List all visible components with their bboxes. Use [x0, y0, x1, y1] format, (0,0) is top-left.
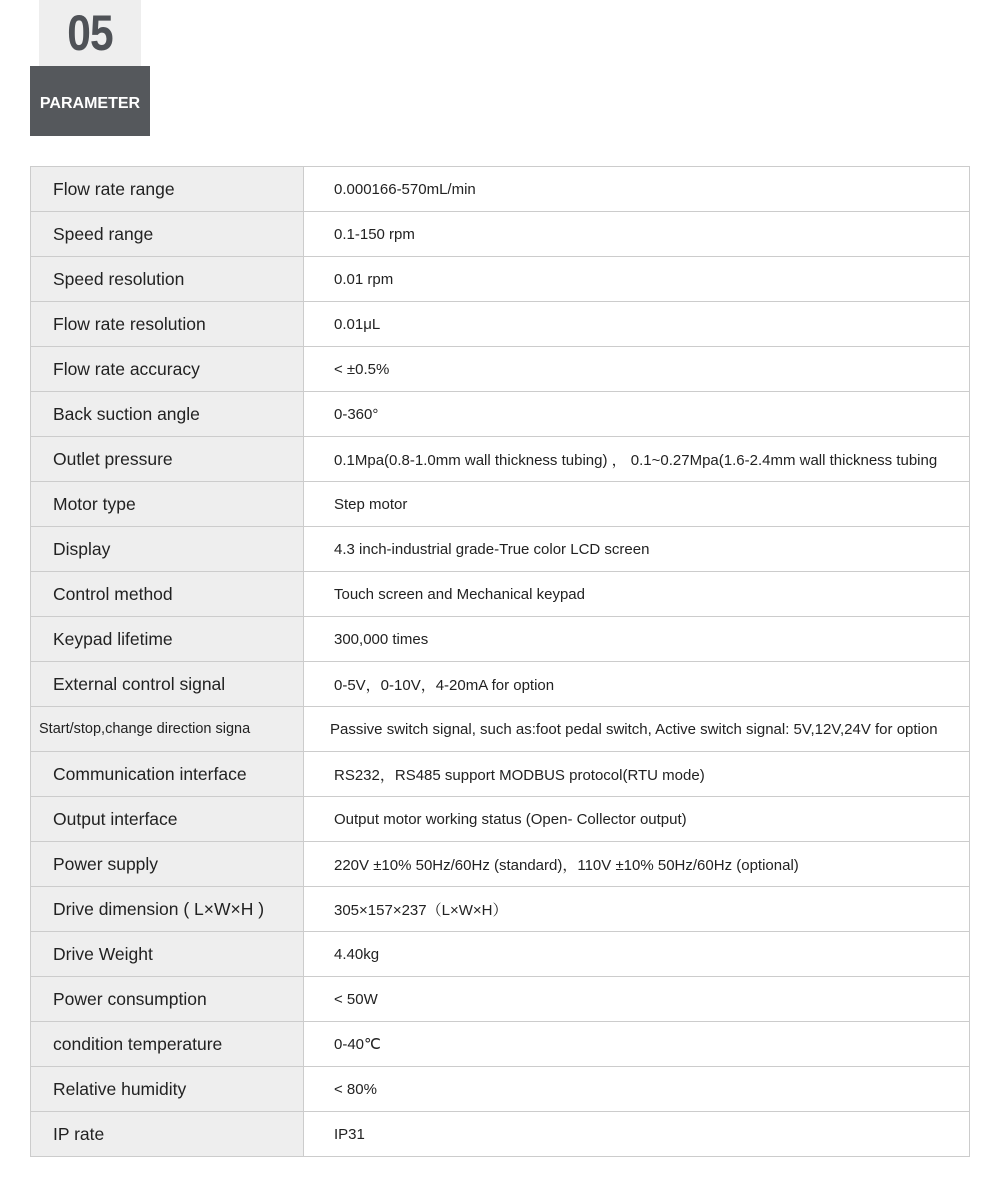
parameter-row	[31, 707, 970, 752]
parameter-label: Keypad lifetime	[31, 617, 304, 662]
parameter-value: 0.1Mpa(0.8-1.0mm wall thickness tubing) ， 0.1~0.27Mpa(1.6-2.4mm wall thickness tubing	[304, 437, 970, 482]
parameter-value: Passive switch signal, such as:foot pedal switch, Active switch signal: 5V,12V,24V for option	[304, 707, 970, 752]
parameter-label: Flow rate range	[31, 167, 304, 212]
parameter-row	[31, 212, 970, 257]
parameter-row	[31, 1022, 970, 1067]
parameter-label: Display	[31, 527, 304, 572]
parameter-value: 0-360°	[304, 392, 970, 437]
parameter-label: Power supply	[31, 842, 304, 887]
parameter-value: 300,000 times	[304, 617, 970, 662]
parameter-row	[31, 977, 970, 1022]
parameter-label: Control method	[31, 572, 304, 617]
parameter-label: Communication interface	[31, 752, 304, 797]
parameter-label: Output interface	[31, 797, 304, 842]
parameter-label: IP rate	[31, 1112, 304, 1157]
section-title: PARAMETER	[30, 66, 150, 136]
parameter-row	[31, 797, 970, 842]
parameter-table-body	[31, 167, 970, 1157]
parameter-label: Start/stop,change direction signa	[31, 707, 304, 752]
parameter-value: 4.40kg	[304, 932, 970, 977]
section-badge	[30, 0, 150, 136]
parameter-table	[30, 166, 970, 1157]
parameter-value: Touch screen and Mechanical keypad	[304, 572, 970, 617]
parameter-row	[31, 662, 970, 707]
parameter-row	[31, 392, 970, 437]
parameter-label: Flow rate resolution	[31, 302, 304, 347]
parameter-value: 4.3 inch-industrial grade-True color LCD screen	[304, 527, 970, 572]
parameter-row	[31, 842, 970, 887]
parameter-row	[31, 527, 970, 572]
parameter-row	[31, 257, 970, 302]
parameter-row	[31, 167, 970, 212]
parameter-label: Drive dimension ( L×W×H )	[31, 887, 304, 932]
parameter-value: 305×157×237（L×W×H）	[304, 887, 970, 932]
parameter-label: Motor type	[31, 482, 304, 527]
parameter-value: IP31	[304, 1112, 970, 1157]
parameter-row	[31, 572, 970, 617]
parameter-label: condition temperature	[31, 1022, 304, 1067]
parameter-value: < 50W	[304, 977, 970, 1022]
parameter-label: Relative humidity	[31, 1067, 304, 1112]
parameter-label: Flow rate accuracy	[31, 347, 304, 392]
parameter-label: Drive Weight	[31, 932, 304, 977]
parameter-row	[31, 752, 970, 797]
parameter-row	[31, 617, 970, 662]
parameter-value: 0.01μL	[304, 302, 970, 347]
parameter-value: 0.000166-570mL/min	[304, 167, 970, 212]
parameter-label: Back suction angle	[31, 392, 304, 437]
parameter-label: Speed range	[31, 212, 304, 257]
parameter-value: 0-5V，0-10V，4-20mA for option	[304, 662, 970, 707]
parameter-label: Outlet pressure	[31, 437, 304, 482]
parameter-row	[31, 932, 970, 977]
parameter-label: External control signal	[31, 662, 304, 707]
parameter-row	[31, 437, 970, 482]
parameter-value: 0.01 rpm	[304, 257, 970, 302]
parameter-row	[31, 1067, 970, 1112]
parameter-row	[31, 482, 970, 527]
parameter-label: Speed resolution	[31, 257, 304, 302]
parameter-label: Power consumption	[31, 977, 304, 1022]
parameter-value: 220V ±10% 50Hz/60Hz (standard)，110V ±10% 50Hz/60Hz (optional)	[304, 842, 970, 887]
parameter-row	[31, 302, 970, 347]
parameter-value: Output motor working status (Open- Collector output)	[304, 797, 970, 842]
parameter-value: < 80%	[304, 1067, 970, 1112]
parameter-value: 0.1-150 rpm	[304, 212, 970, 257]
parameter-value: RS232，RS485 support MODBUS protocol(RTU mode)	[304, 752, 970, 797]
parameter-row	[31, 347, 970, 392]
parameter-value: 0-40℃	[304, 1022, 970, 1067]
parameter-row	[31, 1112, 970, 1157]
section-number: 05	[39, 0, 141, 66]
parameter-value: < ±0.5%	[304, 347, 970, 392]
parameter-value: Step motor	[304, 482, 970, 527]
parameter-row	[31, 887, 970, 932]
